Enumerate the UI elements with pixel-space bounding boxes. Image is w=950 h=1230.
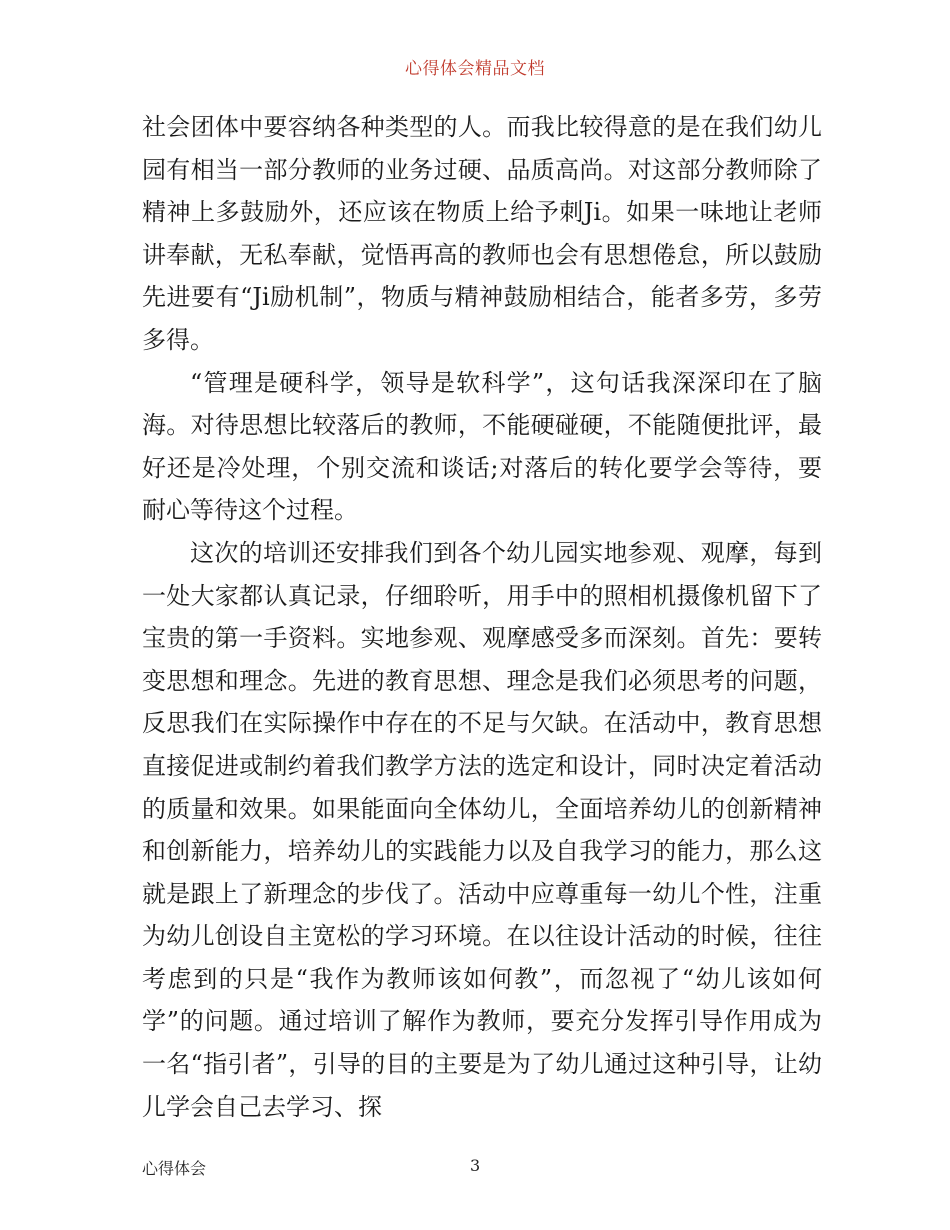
paragraph: 这次的培训还安排我们到各个幼儿园实地参观、观摩，每到一处大家都认真记录，仔细聆听，用手中的照相机摄像机留下了宝贵的第一手资料。实地参观、观摩感受多而深刻。首先：要转变思想和理念。先进的教育思想、理念是我们必须思考的问题，反思我们在实际操作中存在的不足与欠缺。在活动中，教育思想直接促进或制约着我们教学方法的选定和设计，同时决定着活动的质量和效果。如果能面向全体幼儿，全面培养幼儿的创新精神和创新能力，培养幼儿的实践能力以及自我学习的能力，那么这就是跟上了新理念的步伐了。活动中应尊重每一幼儿个性，注重为幼儿创设自主宽松的学习环境。在以往设计活动的时候，往往考虑到的只是“我作为教师该如何教”，而忽视了“幼儿该如何学”的问题。通过培训了解作为教师，要充分发挥引导作用成为一名“指引者”，引导的目的主要是为了幼儿通过这种引导，让幼儿学会自己去学习、探 — [142, 538, 822, 1121]
paragraph: 社会团体中要容纳各种类型的人。而我比较得意的是在我们幼儿园有相当一部分教师的业务过硬、品质高尚。对这部分教师除了精神上多鼓励外，还应该在物质上给予刺Ji。如果一味地让老师讲奉献，无私奉献，觉悟再高的教师也会有思想倦怠，所以鼓励先进要有“Ji励机制”，物质与精神鼓励相结合，能者多劳，多劳多得。 — [142, 113, 822, 354]
paragraph: “管理是硬科学，领导是软科学”，这句话我深深印在了脑海。对待思想比较落后的教师，不能硬碰硬，不能随便批评，最好还是冷处理，个别交流和谈话;对落后的转化要学会等待，要耐心等待这个过程。 — [142, 368, 822, 525]
document-body — [142, 106, 822, 1128]
page-header-title: 心得体会精品文档 — [405, 59, 545, 79]
footer-label: 心得体会 — [142, 1159, 207, 1178]
page-number: 3 — [470, 1156, 481, 1175]
